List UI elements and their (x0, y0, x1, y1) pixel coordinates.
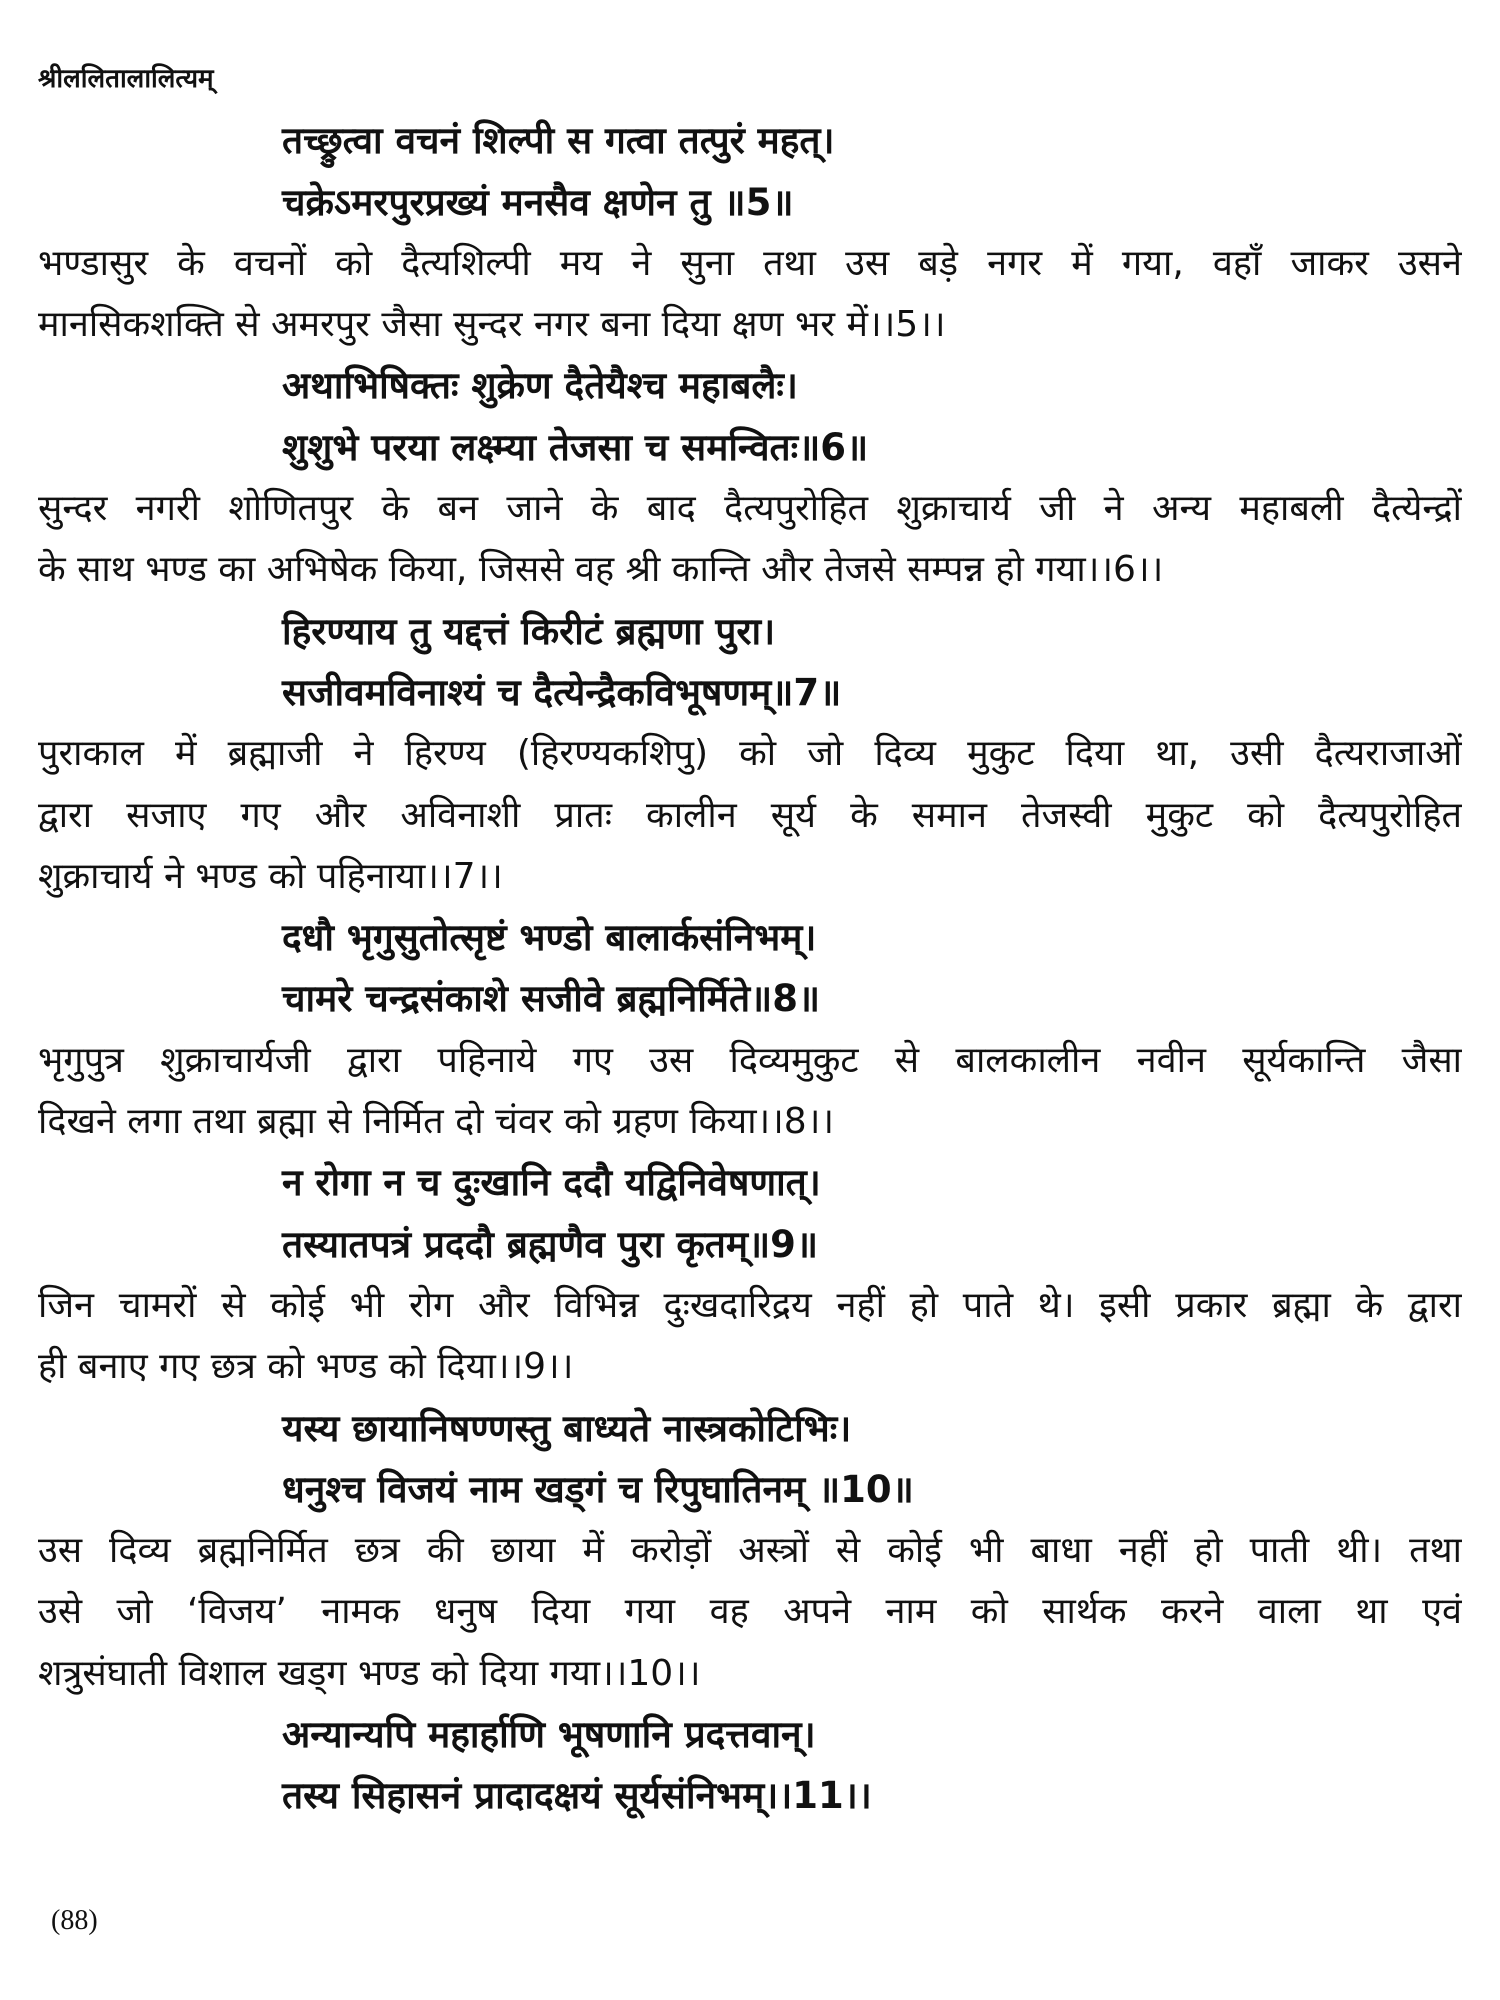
verse-line: अन्यान्यपि महार्हाणि भूषणानि प्रदत्तवान्। (282, 1713, 816, 1757)
translation-line: दिखने लगा तथा ब्रह्मा से निर्मित दो चंवर को ग्रहण किया।।8।। (38, 1101, 834, 1143)
verse-line: अथाभिषिक्तः शुक्रेण दैतेयैश्च महाबलैः। (282, 364, 798, 408)
translation-line: जिन चामरों से कोई भी रोग और विभिन्न दुःखदारिद्रय नहीं हो पाते थे। इसी प्रकार ब्रह्मा के द्वारा (38, 1284, 1462, 1326)
verse-line: तस्यातपत्रं प्रददौ ब्रह्मणैव पुरा कृतम्॥9॥ (282, 1222, 819, 1266)
translation-line: उस दिव्य ब्रह्मनिर्मित छत्र की छाया में करोड़ों अस्त्रों से कोई भी बाधा नहीं हो पाती थी। तथा (38, 1530, 1462, 1572)
verse-line: धनुश्च विजयं नाम खड्गं च रिपुघातिनम् ॥10॥ (282, 1467, 914, 1511)
translation-line: सुन्दर नगरी शोणितपुर के बन जाने के बाद दैत्यपुरोहित शुक्राचार्य जी ने अन्य महाबली दैत्येन्द्रों (38, 488, 1462, 530)
translation-line: ही बनाए गए छत्र को भण्ड को दिया।।9।। (38, 1346, 574, 1388)
verse-line: हिरण्याय तु यद्दत्तं किरीटं ब्रह्मणा पुरा। (282, 609, 776, 653)
page-body (0, 49, 1500, 1827)
page-number: (88) (51, 1905, 98, 1936)
verse-line: तच्छ्रुत्वा वचनं शिल्पी स गत्वा तत्पुरं महत्। (282, 119, 835, 163)
translation-line: मानसिकशक्ति से अमरपुर जैसा सुन्दर नगर बना दिया क्षण भर में।।5।। (38, 304, 946, 346)
translation-line: पुराकाल में ब्रह्माजी ने हिरण्य (हिरण्यकशिपु) को जो दिव्य मुकुट दिया था, उसी दैत्यराजाओं (38, 733, 1462, 775)
running-header: श्रीललितालालित्यम् (38, 64, 214, 94)
translation-line: शत्रुसंघाती विशाल खड्ग भण्ड को दिया गया।।10।। (38, 1652, 701, 1694)
verse-line: चामरे चन्द्रसंकाशे सजीवे ब्रह्मनिर्मिते॥8॥ (282, 977, 821, 1021)
verse-line: यस्य छायानिषण्णस्तु बाध्यते नास्त्रकोटिभिः। (282, 1406, 852, 1450)
translation-line: द्वारा सजाए गए और अविनाशी प्रातः कालीन सूर्य के समान तेजस्वी मुकुट को दैत्यपुरोहित (38, 794, 1462, 836)
verse-line: सजीवमविनाश्यं च दैत्येन्द्रैकविभूषणम्॥7॥ (282, 670, 842, 714)
translation-line: के साथ भण्ड का अभिषेक किया, जिससे वह श्री कान्ति और तेजसे सम्पन्न हो गया।।6।। (38, 549, 1164, 591)
verse-line: दधौ भृगुसुतोत्सृष्टं भण्डो बालार्कसंनिभम्। (282, 916, 817, 960)
verse-line: न रोगा न च दुःखानि ददौ यद्विनिवेषणात्। (282, 1161, 821, 1205)
verse-line: तस्य सिहासनं प्रादादक्षयं सूर्यसंनिभम्।।11।। (282, 1774, 872, 1818)
translation-line: शुक्राचार्य ने भण्ड को पहिनाया।।7।। (38, 855, 503, 897)
verse-line: शुशुभे परया लक्ष्म्या तेजसा च समन्वितः॥6॥ (282, 425, 869, 469)
translation-line: भण्डासुर के वचनों को दैत्यशिल्पी मय ने सुना तथा उस बड़े नगर में गया, वहाँ जाकर उसने (38, 242, 1462, 284)
translation-line: उसे जो ‘विजय’ नामक धनुष दिया गया वह अपने नाम को सार्थक करने वाला था एवं (38, 1591, 1462, 1633)
verse-line: चक्रेऽमरपुरप्रख्यं मनसैव क्षणेन तु ॥5॥ (282, 180, 794, 224)
translation-line: भृगुपुत्र शुक्राचार्यजी द्वारा पहिनाये गए उस दिव्यमुकुट से बालकालीन नवीन सूर्यकान्ति जैसा (38, 1039, 1462, 1081)
